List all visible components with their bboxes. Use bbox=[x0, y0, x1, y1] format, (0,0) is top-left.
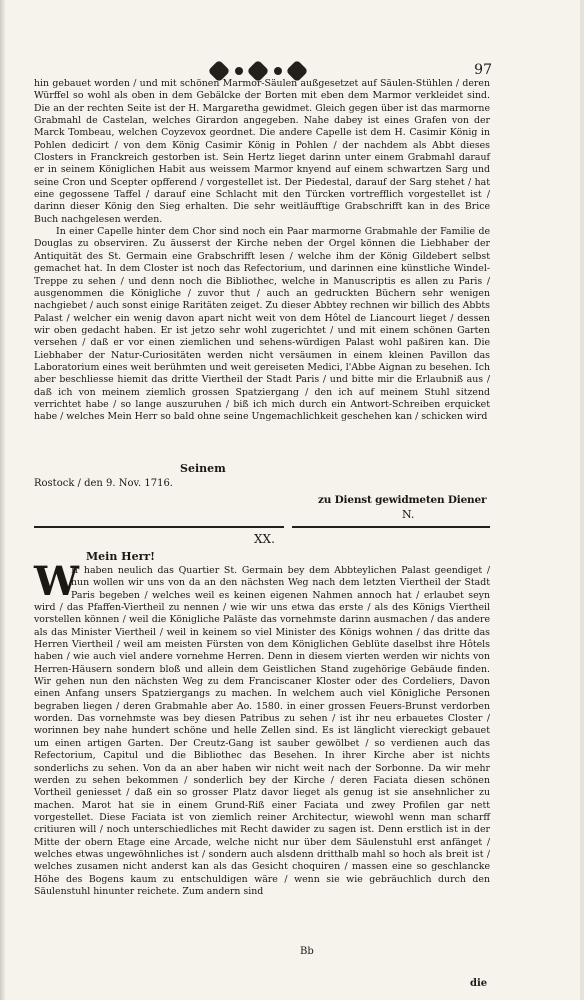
signoff: Seinem bbox=[180, 462, 226, 475]
section-divider bbox=[34, 526, 284, 528]
paragraph: hin gebauet worden / und mit schönen Marmor-Säulen außgesetzet auf Säulen-Stühlen / deren Würffel so wohl als oben in dem Gebälcke der Borten mit eben dem Marmor verkleidet sind. Die an der rechten Seite ist der H. Margaretha gewidmet. Gleich gegen über ist das marmorne Grabmahl de Castelan, welches Girardon angegeben. Nahe dabey ist eines Grafen von der Marck Tombeau, welchen Coyzevox geordnet. Die andere Capelle ist dem H. Casimir König in Pohlen dedicirt / von dem König Casimir König in Pohlen / der nachdem als Abbt dieses Closters in Franckreich gestorben ist. Sein Hertz lieget darinn unter einem Grabmahl darauf er in seinem Königlichen Habit aus weissem Marmor knyend auf einem schwartzen Sarg und seine Cron und Scepter opfferend / vorgestellet ist. Der Piedestal, darauf der Sarg stehet / hat eine gegossene Taffel / darauf eine Schlacht mit den Türcken vortrefflich vorgestellet ist / darinn dieser König den Sieg erhalten. Die sehr weitläufftige Grabschrifft kan in des Brice Buch nachgelesen werden. bbox=[34, 78, 490, 225]
ornament-dot bbox=[235, 67, 243, 75]
paragraph: In einer Capelle hinter dem Chor sind noch ein Paar marmorne Grabmahle der Familie de Douglas zu observiren. Zu äusserst der Kirche neben der Orgel können die Liebhaber der Antiquität des St. Germain eine Grabschrifft lesen / welche ihm der König Gildebert selbst gemachet hat. In dem Closter ist noch das Refectorium, und darinnen eine künstliche Windel-Treppe zu sehen / und denn noch die Bibliothec, welche in Manuscriptis es allen zu Paris / ausgenommen die Königliche / zuvor thut / auch an gedruckten Büchern sehr wenigen nachgiebet / auch sonst einige Raritäten zeiget. Zu dieser Abbtey rechnen wir billich des Abbts Palast / welcher ein wenig davon apart nicht weit von dem Hôtel de Liancourt lieget / dessen wir oben gedacht haben. Er ist jetzo sehr wohl zugerichtet / und mit einem schönen Garten versehen / daß er vor einen ziemlichen und sehens-würdigen Palast wohl paßiren kan. Die Liebhaber der Natur-Curiositäten werden nicht versäumen in einem kleinen Pavillon das Laboratorium eines weit berühmten und weit gereiseten Medici, l'Abbe Aignan zu besehen. Ich aber beschliesse hiemit das dritte Viertheil der Stadt Paris / und bitte mir die Erlaubniß aus / daß ich von meinem ziemlich grossen Spatziergang / den ich auf meinem Stuhl sitzend verrichtet habe / so lange auszuruhen / biß ich mich durch ein Antwort-Schreiben erquicket habe / welches Mein Herr so bald ohne seine Ungemachlichkeit geschehen kan / schicken wird bbox=[34, 226, 490, 423]
signature-mark: Bb bbox=[300, 946, 314, 957]
section-divider bbox=[292, 526, 490, 528]
paragraph: Ir haben neulich das Quartier St. Germain bey dem Abbteylichen Palast geendiget / nun wollen wir uns von da an den nächsten Weg nach dem letzten Viertheil der Stadt Paris begeben / welches weil es keinen eigenen Nahmen annoch hat / erlaubet seyn wird / das Pfaffen-Viertheil zu nennen / wie wir uns etwa das erste / als des Königs Viertheil vorstellen können / weil die Königliche Paläste das vornehmste darinn ausmachen / das andere als das Minister Viertheil / weil in keinem so viel Minister des Königs wohnen / das dritte das Herren Viertheil / weil am meisten Fürsten von dem Königlichen Geblüte daselbst ihre Hôtels haben / wie auch viel andere vornehme Herren. Denn in diesem vierten werden wir nichts von Herren-Häusern sondern bloß und allein dem Geistlichen Stand zugehörige Gebäude finden. Wir gehen nun den nächsten Weg zu dem Franciscaner Kloster oder des Cordeliers, Davon einen Anfang unsers Spatziergangs zu machen. In welchem auch viel Königliche Personen begraben liegen / deren Grabmahle aber Ao. 1580. in einer grossen Feuers-Brunst verdorben worden. Das vornehmste was bey diesen Patribus zu sehen / ist ihr neu erbauetes Closter / worinnen bey nahe hundert schöne und helle Zellen sind. Es ist länglicht viereckigt gebauet um einen artigen Garten. Der Creutz-Gang ist sauber gewölbet / so verdienen auch das Refectorium, Capitul und die Bibliothec das Besehen. In ihrer Kirche aber ist nichts sonderlichs zu sehen. Von da an aber haben wir nicht weit nach der Sorbonne. Da wir mehr werden zu sehen bekommen / sonderlich bey der Kirche / deren Faciata diesen schönen Vortheil geniesset / daß ein so grosser Platz davor lieget als genug ist sie ansehnlicher zu machen. Marot hat sie in einem Grund-Riß einer Faciata und zwey Profilen gar nett vorgestellet. Diese Faciata ist von ziemlich reiner Architectur, wiewohl wenn man scharff critiuren will / noch unterschiedliches mit Recht dawider zu sagen ist. Denn erstlich ist in der Mitte der obern Etage eine Arcade, welche nicht nur über dem Säulenstuhl erst anfänget / welches etwas ungewöhnliches ist / sondern auch alsdenn dritthalb mahl so hoch als breit ist / welches zusamen nicht anderst kan als das Gesicht choquiren / massen eine so geschlancke Höhe des Bogens kaum zu entschuldigen wäre / wenn sie wie gebräuchlich durch den Säulenstuhl hinunter reichete. Zum andern sind bbox=[34, 565, 490, 897]
drop-capital: W bbox=[34, 558, 79, 605]
salutation: Mein Herr! bbox=[86, 550, 155, 563]
ornament-dot bbox=[274, 67, 282, 75]
page-number: 97 bbox=[474, 62, 492, 78]
letter-body bbox=[34, 558, 490, 898]
signature: N. bbox=[402, 508, 415, 521]
catchword: die bbox=[470, 978, 488, 989]
closing-formula: zu Dienst gewidmeten Diener bbox=[318, 494, 487, 506]
page-gutter bbox=[0, 0, 6, 1000]
section-number: XX. bbox=[254, 532, 275, 546]
page-edge bbox=[580, 0, 584, 1000]
place-date: Rostock / den 9. Nov. 1716. bbox=[34, 478, 173, 489]
letter-body-continued bbox=[34, 78, 490, 424]
